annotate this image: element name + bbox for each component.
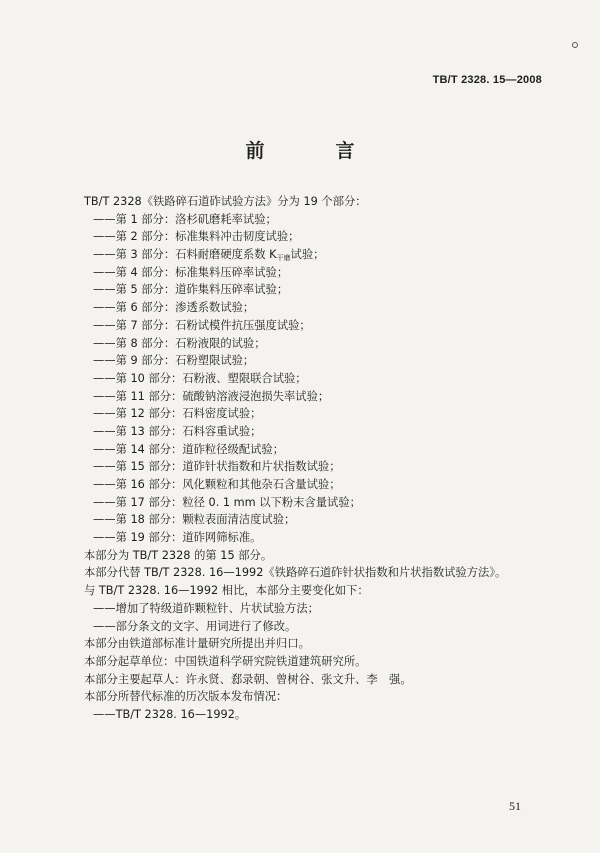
part-item-text: ——第 3 部分：石料耐磨硬度系数 K — [93, 248, 277, 262]
paragraph: 本部分所替代标准的历次版本发布情况： — [84, 690, 288, 704]
part-item: ——第 6 部分：渗透系数试验； — [93, 301, 255, 315]
intro-line: TB/T 2328《铁路碎石道砟试验方法》分为 19 个部分： — [84, 195, 367, 208]
change-item: ——增加了特级道砟颗粒针、片状试验方法； — [93, 601, 319, 615]
part-item: ——第 18 部分：颗粒表面清洁度试验； — [93, 513, 296, 527]
part-item: ——第 15 部分：道砟针状指数和片状指数试验； — [93, 460, 341, 474]
paragraph: 本部分起草单位：中国铁道科学研究院铁道建筑研究所。 — [84, 654, 367, 668]
part-item: ——第 4 部分：标准集料压碎率试验； — [93, 265, 289, 279]
part-item — [84, 246, 544, 264]
paragraph: 本部分主要起草人：许永贤、郄录朝、曾树谷、张文升、李 强。 — [84, 672, 412, 686]
part-item: ——第 9 部分：石粉塑限试验； — [93, 354, 255, 368]
part-item-suffix: 试验； — [290, 248, 325, 262]
part-item: ——第 12 部分：石料密度试验； — [93, 407, 262, 421]
page-title: 前 言 — [245, 140, 381, 162]
paragraph: 本部分代替 TB/T 2328. 16—1992《铁路碎石道砟针状指数和片状指数试验方法》。 — [84, 566, 507, 580]
part-item: ——第 19 部分：道砟网筛标准。 — [93, 531, 262, 545]
foreword-body — [84, 193, 544, 724]
standard-number: TB/T 2328. 15—2008 — [432, 74, 542, 86]
part-item: ——第 13 部分：石料容重试验； — [93, 424, 262, 438]
part-item: ——第 2 部分：标准集料冲击韧度试验； — [93, 230, 300, 244]
part-item: ——第 11 部分：硫酸钠溶液浸泡损失率试验； — [93, 389, 330, 403]
part-item: ——第 5 部分：道砟集料压碎率试验； — [93, 283, 289, 297]
part-item: ——第 14 部分：道砟粒径级配试验； — [93, 442, 285, 456]
corner-mark — [572, 42, 578, 48]
change-item: ——部分条文的文字、用词进行了修改。 — [93, 619, 297, 633]
part-item: ——第 8 部分：石粉液限的试验； — [93, 336, 266, 350]
subscript: 干磨 — [276, 254, 291, 263]
history-item: ——TB/T 2328. 16—1992。 — [93, 707, 247, 721]
part-item: ——第 16 部分：风化颗粒和其他杂石含量试验； — [93, 478, 341, 491]
paragraph: 本部分为 TB/T 2328 的第 15 部分。 — [84, 548, 273, 562]
part-item: ——第 1 部分：洛杉矶磨耗率试验； — [93, 212, 277, 226]
page-number: 51 — [509, 799, 521, 813]
part-item: ——第 17 部分：粒径 0. 1 mm 以下粉末含量试验； — [93, 495, 361, 509]
part-item: ——第 7 部分：石粉试模件抗压强度试验； — [93, 318, 311, 332]
part-item: ——第 10 部分：石粉液、塑限联合试验； — [93, 371, 307, 385]
paragraph: 本部分由铁道部标准计量研究所提出并归口。 — [84, 637, 310, 651]
paragraph: 与 TB/T 2328. 16—1992 相比，本部分主要变化如下： — [84, 584, 369, 598]
